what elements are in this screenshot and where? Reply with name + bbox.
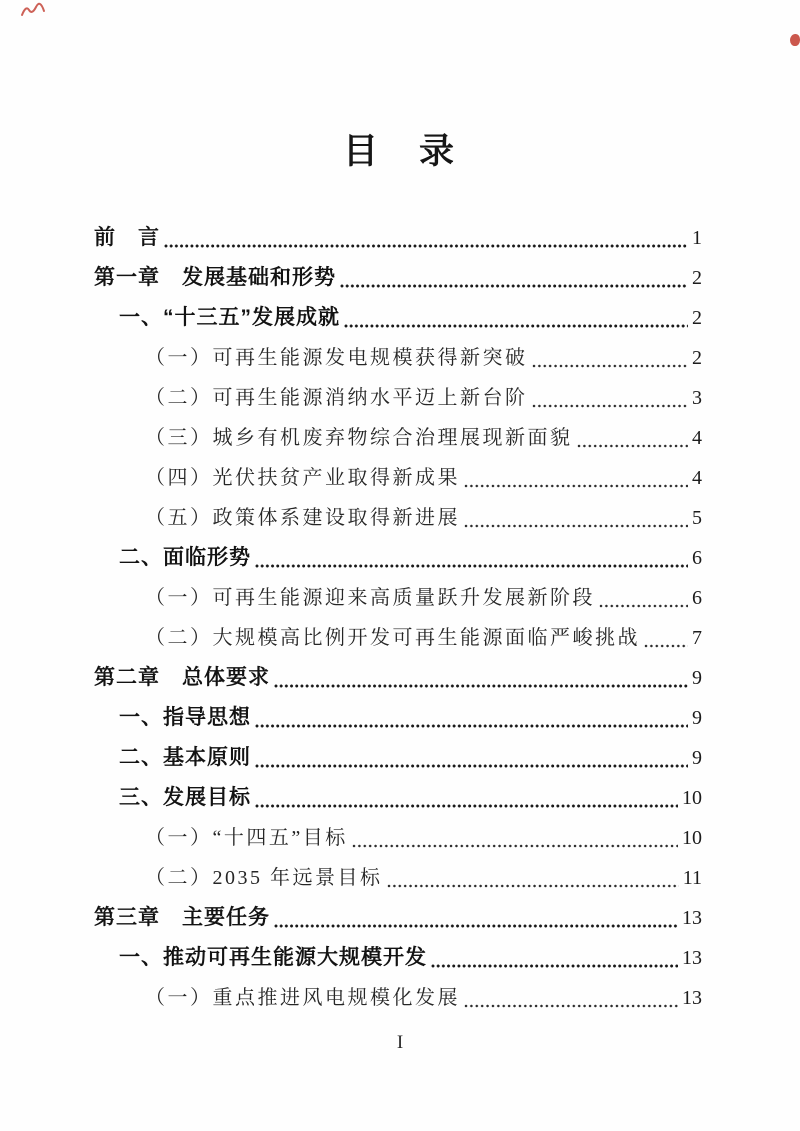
toc-entry-label: （三）城乡有机废弃物综合治理展现新面貌 bbox=[145, 427, 573, 449]
toc-entry-page-number: 9 bbox=[692, 667, 702, 689]
dot-leader bbox=[274, 684, 688, 688]
toc-entry-label: （一）可再生能源发电规模获得新突破 bbox=[145, 347, 528, 369]
red-ink-dot-icon bbox=[790, 34, 800, 46]
toc-entry-page-number: 13 bbox=[682, 907, 702, 929]
toc-entry-label: （一）重点推进风电规模化发展 bbox=[145, 987, 460, 1009]
toc-entry bbox=[94, 938, 702, 978]
dot-leader bbox=[464, 524, 688, 528]
footer-page-number: I bbox=[396, 1032, 404, 1053]
toc-entry bbox=[94, 578, 702, 618]
dot-leader bbox=[644, 644, 688, 648]
toc-entry-label: 第三章 主要任务 bbox=[94, 906, 270, 929]
toc-entry-label: 一、“十三五”发展成就 bbox=[119, 306, 340, 329]
toc-entry-page-number: 6 bbox=[692, 547, 702, 569]
toc-entry-page-number: 7 bbox=[692, 627, 702, 649]
red-ink-mark-icon bbox=[20, 2, 46, 19]
toc-entry-label: 一、指导思想 bbox=[119, 706, 251, 729]
toc-entry-label: （二）大规模高比例开发可再生能源面临严峻挑战 bbox=[145, 627, 640, 649]
page-title: 目 录 bbox=[342, 132, 457, 171]
toc-entry-label: 二、面临形势 bbox=[119, 546, 251, 569]
toc-entry-label: （一）“十四五”目标 bbox=[145, 827, 348, 849]
dot-leader bbox=[255, 564, 688, 568]
dot-leader bbox=[464, 484, 688, 488]
dot-leader bbox=[255, 764, 688, 768]
toc-entry-page-number: 4 bbox=[692, 467, 702, 489]
toc-entry-page-number: 10 bbox=[682, 787, 702, 809]
dot-leader bbox=[431, 964, 678, 968]
toc-entry bbox=[94, 258, 702, 298]
toc-entry bbox=[94, 418, 702, 458]
toc-entry-page-number: 4 bbox=[692, 427, 702, 449]
toc-entry bbox=[94, 298, 702, 338]
toc-entry bbox=[94, 218, 702, 258]
toc-entry bbox=[94, 978, 702, 1018]
toc-entry bbox=[94, 658, 702, 698]
toc-entry-page-number: 3 bbox=[692, 387, 702, 409]
dot-leader bbox=[344, 324, 688, 328]
toc-list bbox=[94, 218, 702, 1018]
toc-entry bbox=[94, 618, 702, 658]
dot-leader bbox=[255, 724, 688, 728]
toc-entry-label: 第二章 总体要求 bbox=[94, 666, 270, 689]
toc-entry bbox=[94, 698, 702, 738]
toc-entry-label: 前 言 bbox=[94, 226, 160, 249]
dot-leader bbox=[464, 1004, 678, 1008]
dot-leader bbox=[274, 924, 678, 928]
toc-entry-label: 三、发展目标 bbox=[119, 786, 251, 809]
dot-leader bbox=[164, 244, 688, 248]
toc-entry-page-number: 1 bbox=[692, 227, 702, 249]
dot-leader bbox=[532, 364, 689, 368]
toc-entry bbox=[94, 538, 702, 578]
toc-entry bbox=[94, 738, 702, 778]
dot-leader bbox=[352, 844, 678, 848]
toc-entry bbox=[94, 458, 702, 498]
toc-entry bbox=[94, 818, 702, 858]
dot-leader bbox=[340, 284, 688, 288]
dot-leader bbox=[599, 604, 688, 608]
toc-entry-label: 第一章 发展基础和形势 bbox=[94, 266, 336, 289]
toc-entry-page-number: 10 bbox=[682, 827, 702, 849]
dot-leader bbox=[387, 884, 679, 888]
toc-entry-page-number: 9 bbox=[692, 747, 702, 769]
toc-entry-label: 二、基本原则 bbox=[119, 746, 251, 769]
toc-entry-page-number: 2 bbox=[692, 307, 702, 329]
toc-entry-label: （二）可再生能源消纳水平迈上新台阶 bbox=[145, 387, 528, 409]
toc-entry-page-number: 11 bbox=[682, 867, 702, 889]
toc-entry-label: （四）光伏扶贫产业取得新成果 bbox=[145, 467, 460, 489]
toc-entry bbox=[94, 498, 702, 538]
toc-entry-label: 一、推动可再生能源大规模开发 bbox=[119, 946, 427, 969]
dot-leader bbox=[577, 444, 689, 448]
toc-entry-label: （五）政策体系建设取得新进展 bbox=[145, 507, 460, 529]
toc-entry-label: （一）可再生能源迎来高质量跃升发展新阶段 bbox=[145, 587, 595, 609]
toc-entry bbox=[94, 778, 702, 818]
toc-entry-page-number: 9 bbox=[692, 707, 702, 729]
toc-entry-page-number: 2 bbox=[692, 347, 702, 369]
toc-entry-page-number: 6 bbox=[692, 587, 702, 609]
toc-entry-page-number: 2 bbox=[692, 267, 702, 289]
toc-entry bbox=[94, 378, 702, 418]
toc-entry bbox=[94, 858, 702, 898]
toc-entry-page-number: 5 bbox=[692, 507, 702, 529]
toc-entry-label: （二）2035 年远景目标 bbox=[145, 867, 383, 889]
toc-entry-page-number: 13 bbox=[682, 947, 702, 969]
toc-entry-page-number: 13 bbox=[682, 987, 702, 1009]
dot-leader bbox=[532, 404, 689, 408]
toc-entry bbox=[94, 898, 702, 938]
toc-entry bbox=[94, 338, 702, 378]
dot-leader bbox=[255, 804, 678, 808]
